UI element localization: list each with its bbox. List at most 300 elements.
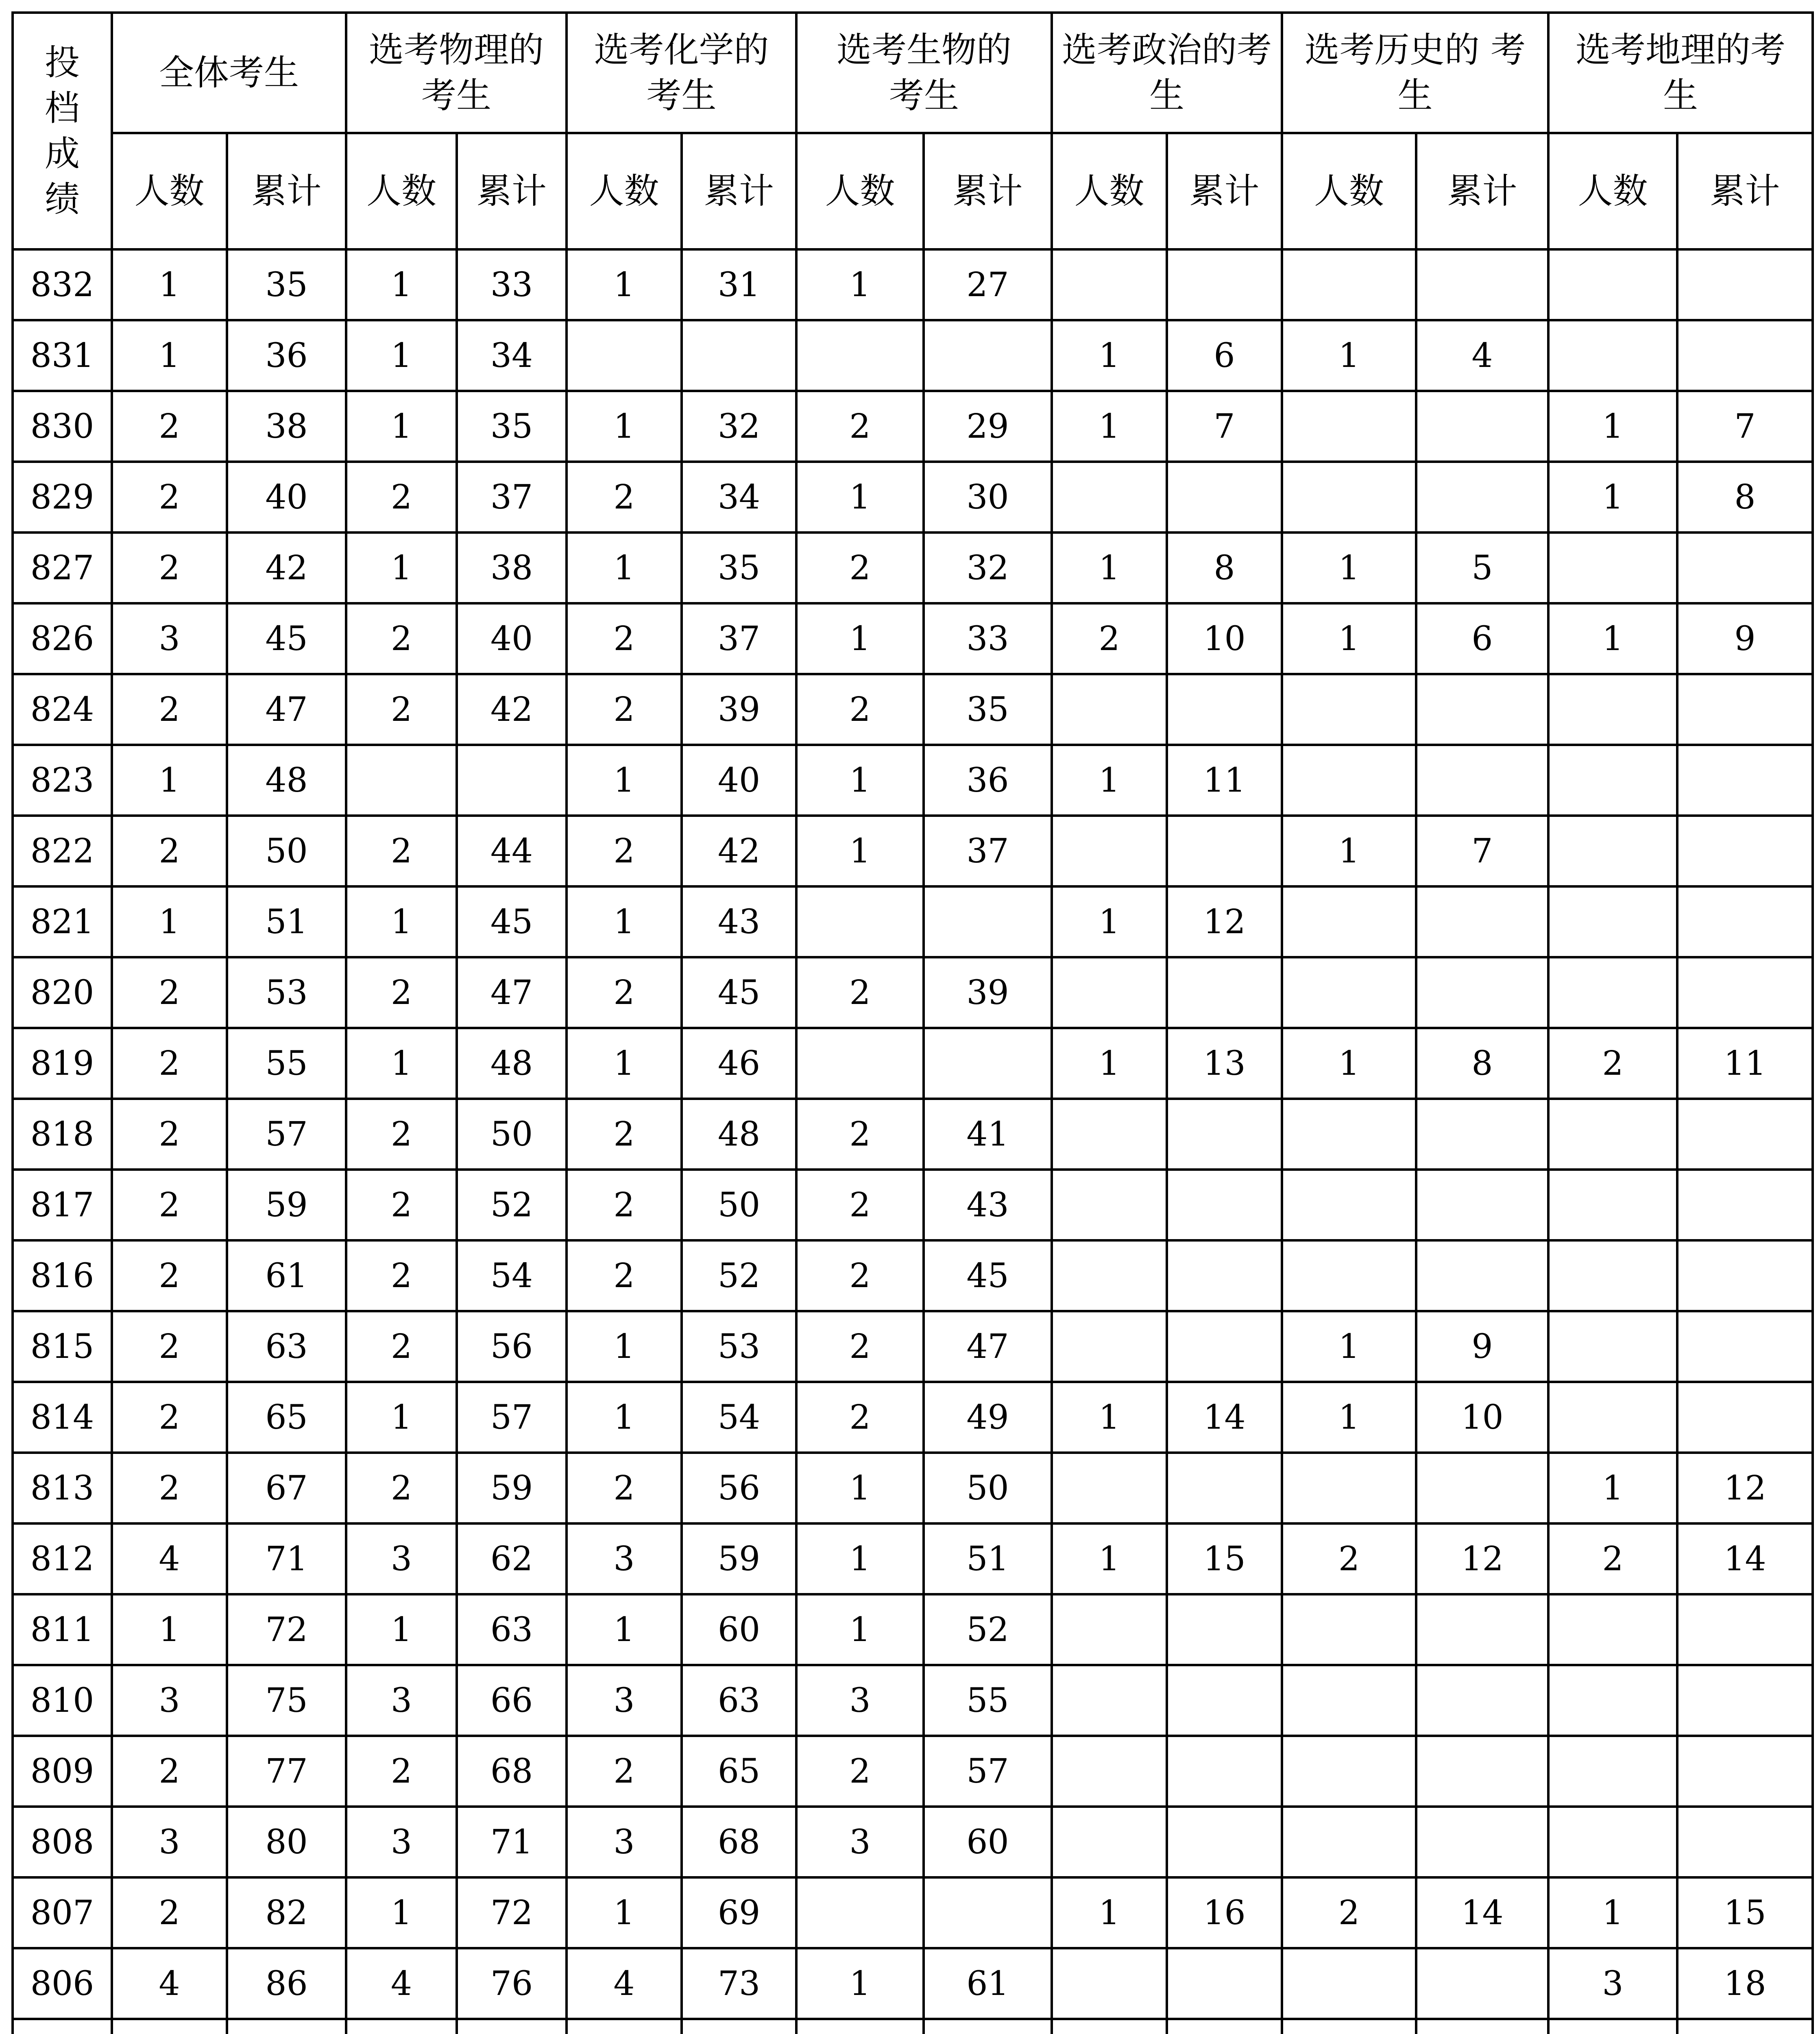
score-cell: 822	[13, 816, 112, 886]
cumulative-cell	[1416, 1170, 1548, 1240]
cumulative-cell: 63	[227, 1311, 346, 1382]
count-cell: 2	[346, 1099, 457, 1170]
count-cell: 1	[346, 1028, 457, 1099]
cumulative-cell: 53	[227, 957, 346, 1028]
cumulative-cell	[1416, 1736, 1548, 1807]
count-cell	[1548, 1382, 1677, 1453]
cumulative-cell	[1416, 886, 1548, 957]
count-cell: 2	[1282, 1523, 1416, 1594]
count-cell	[1282, 1240, 1416, 1311]
count-cell	[1282, 1948, 1416, 2019]
count-cell: 1	[796, 1453, 924, 1523]
cumulative-cell: 12	[1677, 1453, 1813, 1523]
count-cell: 2	[1548, 1028, 1677, 1099]
cumulative-cell: 76	[457, 1948, 567, 2019]
count-cell: 1	[112, 320, 227, 391]
count-cell	[1548, 249, 1677, 320]
count-cell: 2	[112, 1877, 227, 1948]
count-cell: 1	[796, 462, 924, 533]
cumulative-cell: 50	[457, 1099, 567, 1170]
count-cell: 2	[567, 1240, 682, 1311]
table-row	[13, 1453, 1813, 1523]
cumulative-cell: 18	[1677, 1948, 1813, 2019]
score-cell: 812	[13, 1523, 112, 1594]
cumulative-cell	[1677, 1170, 1813, 1240]
cumulative-cell: 27	[924, 249, 1052, 320]
cumulative-cell: 60	[924, 1807, 1052, 1877]
count-cell: 1	[567, 391, 682, 462]
cumulative-cell: 5	[1416, 533, 1548, 603]
count-cell	[1052, 1311, 1167, 1382]
count-cell: 2	[567, 816, 682, 886]
cumulative-cell: 59	[227, 1170, 346, 1240]
count-cell: 3	[112, 603, 227, 674]
count-cell: 2	[346, 1736, 457, 1807]
count-cell: 2	[346, 1170, 457, 1240]
cumulative-cell: 14	[1677, 1523, 1813, 1594]
cumulative-cell: 86	[227, 1948, 346, 2019]
cumulative-cell: 45	[924, 1240, 1052, 1311]
count-cell: 1	[796, 249, 924, 320]
count-cell	[567, 2019, 682, 2034]
cumulative-cell: 39	[924, 957, 1052, 1028]
count-cell: 3	[112, 1807, 227, 1877]
cumulative-cell: 8	[1167, 533, 1282, 603]
cumulative-cell	[1416, 1240, 1548, 1311]
cumulative-cell	[1416, 957, 1548, 1028]
cumulative-cell: 9	[1416, 1311, 1548, 1382]
group-header-all: 全体考生	[112, 13, 346, 133]
cumulative-cell: 32	[682, 391, 796, 462]
cumulative-cell: 7	[1167, 391, 1282, 462]
cumulative-cell	[1167, 1453, 1282, 1523]
cumulative-cell: 7	[1416, 816, 1548, 886]
count-cell	[1052, 1594, 1167, 1665]
table-row	[13, 1240, 1813, 1311]
count-cell: 1	[1052, 745, 1167, 816]
cumulative-cell: 36	[227, 320, 346, 391]
count-cell	[796, 2019, 924, 2034]
table-row	[13, 249, 1813, 320]
group-header-biology: 选考生物的考生	[796, 13, 1052, 133]
subheader-count: 人数	[1548, 133, 1677, 249]
count-cell	[567, 320, 682, 391]
table-header	[13, 13, 1813, 249]
count-cell	[1282, 249, 1416, 320]
cumulative-cell	[1677, 1665, 1813, 1736]
cumulative-cell	[1416, 249, 1548, 320]
cumulative-cell: 37	[682, 603, 796, 674]
cumulative-cell	[682, 320, 796, 391]
table-row	[13, 1311, 1813, 1382]
cumulative-cell	[1167, 1170, 1282, 1240]
cumulative-cell	[1416, 462, 1548, 533]
cumulative-cell: 16	[1167, 1877, 1282, 1948]
cumulative-cell: 71	[457, 1807, 567, 1877]
cumulative-cell	[1677, 674, 1813, 745]
count-cell: 2	[112, 1311, 227, 1382]
count-cell	[1052, 249, 1167, 320]
cumulative-cell: 42	[457, 674, 567, 745]
count-cell: 2	[112, 1736, 227, 1807]
count-cell: 1	[1052, 1523, 1167, 1594]
subheader-cumulative: 累计	[682, 133, 796, 249]
count-cell: 2	[567, 603, 682, 674]
cumulative-cell: 54	[457, 1240, 567, 1311]
score-cell: 820	[13, 957, 112, 1028]
cumulative-cell: 52	[924, 1594, 1052, 1665]
cumulative-cell: 50	[227, 816, 346, 886]
count-cell	[1548, 320, 1677, 391]
group-header-politics: 选考政治的考生	[1052, 13, 1282, 133]
cumulative-cell: 63	[457, 1594, 567, 1665]
cumulative-cell: 69	[682, 1877, 796, 1948]
count-cell: 4	[346, 1948, 457, 2019]
score-cell: 826	[13, 603, 112, 674]
cumulative-cell	[924, 320, 1052, 391]
count-cell	[1282, 1736, 1416, 1807]
cumulative-cell: 37	[924, 816, 1052, 886]
cumulative-cell: 45	[682, 957, 796, 1028]
cumulative-cell: 47	[924, 1311, 1052, 1382]
count-cell: 2	[796, 1311, 924, 1382]
cumulative-cell	[1416, 391, 1548, 462]
cumulative-cell	[1677, 249, 1813, 320]
cumulative-cell: 57	[227, 1099, 346, 1170]
count-cell	[1548, 1099, 1677, 1170]
cumulative-cell	[1677, 1382, 1813, 1453]
cumulative-cell: 45	[457, 886, 567, 957]
cumulative-cell: 9	[1677, 603, 1813, 674]
cumulative-cell: 47	[457, 957, 567, 1028]
count-cell	[112, 2019, 227, 2034]
score-cell: 827	[13, 533, 112, 603]
table-row	[13, 1028, 1813, 1099]
count-cell: 2	[1052, 603, 1167, 674]
count-cell: 2	[346, 462, 457, 533]
cumulative-cell: 10	[1416, 1382, 1548, 1453]
table-row	[13, 1170, 1813, 1240]
count-cell	[1052, 1453, 1167, 1523]
count-cell: 1	[567, 1594, 682, 1665]
count-cell: 2	[112, 1382, 227, 1453]
table-row	[13, 957, 1813, 1028]
count-cell	[1548, 1736, 1677, 1807]
cumulative-cell	[1416, 745, 1548, 816]
count-cell: 2	[796, 674, 924, 745]
count-cell: 3	[796, 1807, 924, 1877]
cumulative-cell	[1677, 2019, 1813, 2034]
count-cell: 2	[112, 816, 227, 886]
cumulative-cell: 42	[227, 533, 346, 603]
subheader-cumulative: 累计	[1677, 133, 1813, 249]
score-cell: 821	[13, 886, 112, 957]
count-cell	[1282, 1099, 1416, 1170]
count-cell: 2	[112, 1170, 227, 1240]
cumulative-cell	[1167, 249, 1282, 320]
table-row	[13, 1665, 1813, 1736]
count-cell: 2	[796, 391, 924, 462]
cumulative-cell	[1677, 886, 1813, 957]
count-cell: 2	[346, 1311, 457, 1382]
score-column-header: 投档成绩	[13, 13, 112, 249]
cumulative-cell: 44	[457, 816, 567, 886]
count-cell: 3	[346, 1807, 457, 1877]
cumulative-cell: 52	[682, 1240, 796, 1311]
count-cell: 2	[112, 1028, 227, 1099]
subheader-count: 人数	[346, 133, 457, 249]
cumulative-cell: 40	[682, 745, 796, 816]
count-cell	[1052, 1099, 1167, 1170]
count-cell: 2	[796, 1240, 924, 1311]
cumulative-cell	[1677, 745, 1813, 816]
cumulative-cell: 77	[227, 1736, 346, 1807]
cumulative-cell: 67	[227, 1453, 346, 1523]
count-cell	[1282, 1170, 1416, 1240]
count-cell: 2	[567, 1099, 682, 1170]
subheader-cumulative: 累计	[1416, 133, 1548, 249]
cumulative-cell	[1416, 1099, 1548, 1170]
count-cell: 2	[346, 1240, 457, 1311]
cumulative-cell: 35	[227, 249, 346, 320]
table-row	[13, 320, 1813, 391]
cumulative-cell	[682, 2019, 796, 2034]
cumulative-cell: 49	[924, 1382, 1052, 1453]
cumulative-cell: 80	[227, 1807, 346, 1877]
cumulative-cell: 33	[457, 249, 567, 320]
cumulative-cell: 55	[227, 1028, 346, 1099]
table-row	[13, 816, 1813, 886]
count-cell: 1	[1052, 391, 1167, 462]
cumulative-cell	[1167, 816, 1282, 886]
table-body	[13, 249, 1813, 2034]
count-cell	[346, 2019, 457, 2034]
count-cell: 1	[346, 1594, 457, 1665]
count-cell: 2	[112, 1453, 227, 1523]
count-cell: 1	[1282, 603, 1416, 674]
cumulative-cell	[1167, 1311, 1282, 1382]
score-cell: 817	[13, 1170, 112, 1240]
count-cell: 2	[346, 674, 457, 745]
score-cell: 806	[13, 1948, 112, 2019]
score-cell: 832	[13, 249, 112, 320]
cumulative-cell: 56	[457, 1311, 567, 1382]
score-cell: 819	[13, 1028, 112, 1099]
count-cell: 2	[112, 391, 227, 462]
subheader-row	[13, 133, 1813, 249]
cumulative-cell: 50	[924, 1453, 1052, 1523]
cumulative-cell	[227, 2019, 346, 2034]
count-cell	[1052, 1736, 1167, 1807]
count-cell: 1	[1282, 320, 1416, 391]
cumulative-cell: 53	[682, 1311, 796, 1382]
table-row	[13, 1099, 1813, 1170]
cumulative-cell: 65	[227, 1382, 346, 1453]
count-cell: 2	[1548, 1523, 1677, 1594]
cumulative-cell	[1167, 957, 1282, 1028]
cumulative-cell: 45	[227, 603, 346, 674]
count-cell: 2	[567, 462, 682, 533]
cumulative-cell: 55	[924, 1665, 1052, 1736]
cumulative-cell: 39	[682, 674, 796, 745]
cumulative-cell	[1416, 1807, 1548, 1877]
count-cell	[1548, 957, 1677, 1028]
cumulative-cell	[1416, 674, 1548, 745]
cumulative-cell: 66	[457, 1665, 567, 1736]
table-row	[13, 745, 1813, 816]
table-row	[13, 1523, 1813, 1594]
count-cell: 2	[796, 957, 924, 1028]
cumulative-cell: 61	[924, 1948, 1052, 2019]
count-cell: 3	[567, 1523, 682, 1594]
count-cell: 1	[1548, 391, 1677, 462]
count-cell	[1548, 1665, 1677, 1736]
count-cell: 2	[567, 1736, 682, 1807]
count-cell	[1282, 1807, 1416, 1877]
count-cell	[1052, 1170, 1167, 1240]
group-header-geography: 选考地理的考生	[1548, 13, 1813, 133]
count-cell: 2	[112, 1240, 227, 1311]
score-cell: 830	[13, 391, 112, 462]
count-cell: 1	[567, 533, 682, 603]
cumulative-cell	[1416, 1948, 1548, 2019]
cumulative-cell: 72	[227, 1594, 346, 1665]
cumulative-cell: 82	[227, 1877, 346, 1948]
cumulative-cell: 46	[682, 1028, 796, 1099]
count-cell: 1	[346, 391, 457, 462]
count-cell: 3	[1548, 1948, 1677, 2019]
score-cell	[13, 2019, 112, 2034]
table-row	[13, 533, 1813, 603]
count-cell: 1	[1282, 1028, 1416, 1099]
cumulative-cell	[1167, 1099, 1282, 1170]
count-cell: 3	[796, 1665, 924, 1736]
cumulative-cell	[1677, 1099, 1813, 1170]
count-cell: 1	[567, 1311, 682, 1382]
cumulative-cell	[1677, 1240, 1813, 1311]
count-cell: 2	[112, 674, 227, 745]
score-cell: 815	[13, 1311, 112, 1382]
cumulative-cell: 8	[1677, 462, 1813, 533]
count-cell: 3	[346, 1523, 457, 1594]
score-cell: 808	[13, 1807, 112, 1877]
count-cell: 1	[1548, 1453, 1677, 1523]
count-cell: 1	[796, 816, 924, 886]
cumulative-cell: 11	[1167, 745, 1282, 816]
cumulative-cell: 40	[227, 462, 346, 533]
score-cell: 831	[13, 320, 112, 391]
count-cell	[1548, 533, 1677, 603]
cumulative-cell: 15	[1167, 1523, 1282, 1594]
count-cell: 1	[112, 886, 227, 957]
cumulative-cell: 68	[682, 1807, 796, 1877]
count-cell: 1	[1052, 886, 1167, 957]
cumulative-cell	[457, 2019, 567, 2034]
cumulative-cell	[1167, 1594, 1282, 1665]
count-cell	[1548, 886, 1677, 957]
cumulative-cell: 59	[682, 1523, 796, 1594]
count-cell: 3	[567, 1665, 682, 1736]
cumulative-cell: 48	[227, 745, 346, 816]
subheader-cumulative: 累计	[227, 133, 346, 249]
cumulative-cell: 14	[1167, 1382, 1282, 1453]
cumulative-cell	[1167, 1736, 1282, 1807]
score-cell: 807	[13, 1877, 112, 1948]
count-cell	[1548, 2019, 1677, 2034]
count-cell: 2	[567, 957, 682, 1028]
cumulative-cell	[1167, 674, 1282, 745]
count-cell: 1	[567, 1382, 682, 1453]
count-cell: 2	[567, 674, 682, 745]
count-cell	[346, 745, 457, 816]
count-cell: 1	[1282, 533, 1416, 603]
count-cell: 2	[112, 462, 227, 533]
subheader-count: 人数	[1282, 133, 1416, 249]
cumulative-cell	[1677, 1311, 1813, 1382]
table-row	[13, 1382, 1813, 1453]
count-cell	[1282, 462, 1416, 533]
count-cell: 2	[796, 1382, 924, 1453]
cumulative-cell: 7	[1677, 391, 1813, 462]
cumulative-cell	[1167, 2019, 1282, 2034]
table-row	[13, 1877, 1813, 1948]
score-cell: 818	[13, 1099, 112, 1170]
cumulative-cell	[1416, 1594, 1548, 1665]
count-cell: 2	[112, 957, 227, 1028]
table-row	[13, 1736, 1813, 1807]
count-cell	[1052, 1665, 1167, 1736]
cumulative-cell: 13	[1167, 1028, 1282, 1099]
table-row	[13, 603, 1813, 674]
cumulative-cell	[1416, 1453, 1548, 1523]
cumulative-cell	[924, 1877, 1052, 1948]
count-cell	[1282, 674, 1416, 745]
cumulative-cell: 57	[924, 1736, 1052, 1807]
count-cell: 4	[112, 1948, 227, 2019]
score-cell: 810	[13, 1665, 112, 1736]
count-cell: 1	[796, 1948, 924, 2019]
cumulative-cell: 59	[457, 1453, 567, 1523]
score-cell: 809	[13, 1736, 112, 1807]
cumulative-cell	[457, 745, 567, 816]
table-row	[13, 2019, 1813, 2034]
cumulative-cell: 37	[457, 462, 567, 533]
count-cell	[1282, 745, 1416, 816]
score-cell: 824	[13, 674, 112, 745]
count-cell: 1	[567, 1877, 682, 1948]
count-cell	[1052, 674, 1167, 745]
count-cell: 1	[567, 1028, 682, 1099]
table-row	[13, 1807, 1813, 1877]
score-cell: 813	[13, 1453, 112, 1523]
cumulative-cell: 35	[682, 533, 796, 603]
cumulative-cell: 43	[924, 1170, 1052, 1240]
cumulative-cell: 48	[682, 1099, 796, 1170]
count-cell	[1548, 745, 1677, 816]
count-cell: 3	[346, 1665, 457, 1736]
cumulative-cell: 8	[1416, 1028, 1548, 1099]
count-cell: 1	[1052, 1028, 1167, 1099]
score-cell: 823	[13, 745, 112, 816]
table-row	[13, 674, 1813, 745]
count-cell: 1	[1282, 1311, 1416, 1382]
count-cell: 2	[796, 1170, 924, 1240]
count-cell: 1	[796, 1523, 924, 1594]
cumulative-cell	[1677, 1736, 1813, 1807]
count-cell: 2	[796, 1736, 924, 1807]
count-cell	[1282, 1453, 1416, 1523]
count-cell	[1282, 391, 1416, 462]
